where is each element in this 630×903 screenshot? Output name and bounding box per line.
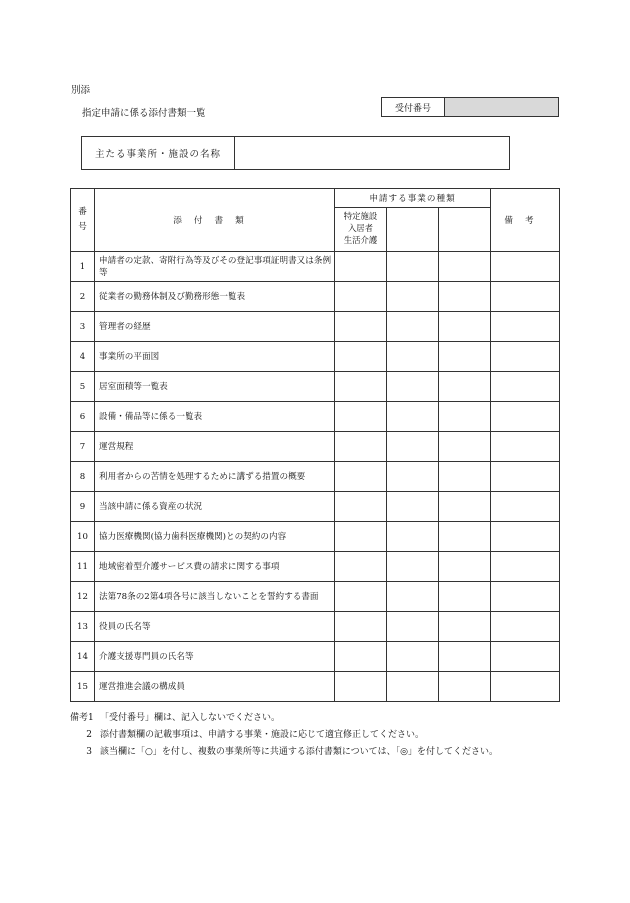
- row-remarks-cell[interactable]: [491, 282, 560, 312]
- reception-number-box: [381, 97, 559, 117]
- row-remarks-cell[interactable]: [491, 252, 560, 282]
- row-number: 4: [71, 342, 95, 372]
- row-check-cell[interactable]: [335, 402, 387, 432]
- row-number: 12: [71, 582, 95, 612]
- row-check-cell[interactable]: [335, 252, 387, 282]
- row-check-cell[interactable]: [439, 372, 491, 402]
- row-number: 9: [71, 492, 95, 522]
- row-check-cell[interactable]: [439, 582, 491, 612]
- row-check-cell[interactable]: [387, 252, 439, 282]
- table-row: [71, 612, 560, 642]
- row-document: 利用者からの苦情を処理するために講ずる措置の概要: [95, 462, 335, 492]
- row-number: 14: [71, 642, 95, 672]
- row-check-cell[interactable]: [439, 522, 491, 552]
- row-check-cell[interactable]: [335, 672, 387, 702]
- reception-number-label: 受付番号: [382, 98, 445, 116]
- row-remarks-cell[interactable]: [491, 552, 560, 582]
- row-check-cell[interactable]: [387, 372, 439, 402]
- row-check-cell[interactable]: [387, 432, 439, 462]
- row-number: 6: [71, 402, 95, 432]
- header-number-top: 番: [78, 207, 87, 217]
- table-row: [71, 312, 560, 342]
- row-check-cell[interactable]: [439, 462, 491, 492]
- row-check-cell[interactable]: [335, 522, 387, 552]
- row-number: 13: [71, 612, 95, 642]
- row-check-cell[interactable]: [439, 612, 491, 642]
- row-check-cell[interactable]: [439, 642, 491, 672]
- header-number: [71, 189, 95, 252]
- table-row: [71, 282, 560, 312]
- row-check-cell[interactable]: [387, 612, 439, 642]
- table-row: [71, 582, 560, 612]
- row-document: 運営規程: [95, 432, 335, 462]
- table-row: [71, 522, 560, 552]
- row-check-cell[interactable]: [439, 312, 491, 342]
- row-document: 事業所の平面図: [95, 342, 335, 372]
- header-remarks: 備考: [491, 189, 560, 252]
- row-check-cell[interactable]: [387, 282, 439, 312]
- row-check-cell[interactable]: [439, 282, 491, 312]
- row-remarks-cell[interactable]: [491, 612, 560, 642]
- row-document: 設備・備品等に係る一覧表: [95, 402, 335, 432]
- row-check-cell[interactable]: [335, 372, 387, 402]
- header-type-blank: [439, 208, 491, 252]
- row-document: 地域密着型介護サービス費の請求に関する事項: [95, 552, 335, 582]
- row-check-cell[interactable]: [387, 672, 439, 702]
- row-check-cell[interactable]: [439, 252, 491, 282]
- row-document: 介護支援専門員の氏名等: [95, 642, 335, 672]
- row-check-cell[interactable]: [335, 342, 387, 372]
- row-number: 11: [71, 552, 95, 582]
- table-row: [71, 492, 560, 522]
- row-check-cell[interactable]: [387, 642, 439, 672]
- row-document: 協力医療機関(協力歯科医療機関)との契約の内容: [95, 522, 335, 552]
- facility-name-box: [81, 136, 510, 170]
- row-check-cell[interactable]: [335, 642, 387, 672]
- table-row: [71, 462, 560, 492]
- row-check-cell[interactable]: [439, 402, 491, 432]
- table-row: [71, 552, 560, 582]
- row-check-cell[interactable]: [335, 432, 387, 462]
- row-remarks-cell[interactable]: [491, 582, 560, 612]
- row-document: 従業者の勤務体制及び勤務形態一覧表: [95, 282, 335, 312]
- note-text: 該当欄に「○」を付し、複数の事業所等に共通する添付書類については、「◎」を付してください。: [100, 747, 499, 757]
- type-line: 特定施設: [343, 211, 378, 221]
- row-remarks-cell[interactable]: [491, 342, 560, 372]
- row-document: 役員の氏名等: [95, 612, 335, 642]
- table-row: [71, 372, 560, 402]
- row-check-cell[interactable]: [387, 462, 439, 492]
- facility-name-label: 主たる事業所・施設の名称: [82, 137, 235, 169]
- row-document: 当該申請に係る資産の状況: [95, 492, 335, 522]
- note-item: [70, 744, 498, 761]
- document-title: 指定申請に係る添付書類一覧: [82, 108, 206, 119]
- table-row: [71, 432, 560, 462]
- notes-section: [70, 710, 498, 761]
- row-check-cell[interactable]: [439, 342, 491, 372]
- table-row: [71, 672, 560, 702]
- header-application-type: 申請する事業の種類: [335, 189, 491, 208]
- reception-number-field[interactable]: [445, 98, 558, 116]
- row-check-cell[interactable]: [387, 312, 439, 342]
- row-check-cell[interactable]: [335, 492, 387, 522]
- row-check-cell[interactable]: [387, 402, 439, 432]
- row-number: 1: [71, 252, 95, 282]
- table-row: [71, 252, 560, 282]
- row-check-cell[interactable]: [335, 282, 387, 312]
- row-check-cell[interactable]: [387, 582, 439, 612]
- header-type-blank: [387, 208, 439, 252]
- row-document: 居室面積等一覧表: [95, 372, 335, 402]
- row-check-cell[interactable]: [439, 672, 491, 702]
- row-document: 申請者の定款、寄附行為等及びその登記事項証明書又は条例等: [95, 252, 335, 282]
- note-number: 3: [86, 747, 92, 757]
- row-number: 7: [71, 432, 95, 462]
- row-check-cell[interactable]: [387, 522, 439, 552]
- row-check-cell[interactable]: [387, 552, 439, 582]
- row-check-cell[interactable]: [335, 462, 387, 492]
- row-remarks-cell[interactable]: [491, 642, 560, 672]
- row-remarks-cell[interactable]: [491, 432, 560, 462]
- row-remarks-cell[interactable]: [491, 402, 560, 432]
- facility-name-field[interactable]: [235, 137, 509, 169]
- table-row: [71, 402, 560, 432]
- row-number: 10: [71, 522, 95, 552]
- row-document: 運営推進会議の構成員: [95, 672, 335, 702]
- row-check-cell[interactable]: [439, 492, 491, 522]
- table-row: [71, 342, 560, 372]
- note-text: 「受付番号」欄は、記入しないでください。: [100, 713, 281, 723]
- attachment-label: 別添: [71, 85, 91, 96]
- note-item: [70, 710, 498, 727]
- row-number: 5: [71, 372, 95, 402]
- note-item: [70, 727, 498, 744]
- row-remarks-cell[interactable]: [491, 672, 560, 702]
- row-number: 2: [71, 282, 95, 312]
- row-document: 法第78条の2第4項各号に該当しないことを誓約する書面: [95, 582, 335, 612]
- note-number: 備考1: [70, 713, 94, 723]
- row-check-cell[interactable]: [335, 612, 387, 642]
- row-check-cell[interactable]: [439, 552, 491, 582]
- header-number-bottom: 号: [78, 222, 87, 232]
- note-number: 2: [86, 730, 92, 740]
- row-remarks-cell[interactable]: [491, 462, 560, 492]
- row-check-cell[interactable]: [335, 582, 387, 612]
- row-check-cell[interactable]: [335, 552, 387, 582]
- row-check-cell[interactable]: [387, 492, 439, 522]
- note-text: 添付書類欄の記載事項は、申請する事業・施設に応じて適宜修正してください。: [100, 730, 425, 740]
- row-remarks-cell[interactable]: [491, 372, 560, 402]
- row-remarks-cell[interactable]: [491, 522, 560, 552]
- row-number: 8: [71, 462, 95, 492]
- row-check-cell[interactable]: [335, 312, 387, 342]
- row-remarks-cell[interactable]: [491, 492, 560, 522]
- row-document: 管理者の経歴: [95, 312, 335, 342]
- row-number: 15: [71, 672, 95, 702]
- header-documents: 添付書類: [95, 189, 335, 252]
- type-line: 入居者: [347, 223, 374, 233]
- header-type-specified-facility: [335, 208, 387, 252]
- type-line: 生活介護: [343, 235, 378, 245]
- row-check-cell[interactable]: [387, 342, 439, 372]
- attachments-table: [70, 188, 560, 702]
- table-row: [71, 642, 560, 672]
- row-check-cell[interactable]: [439, 432, 491, 462]
- row-remarks-cell[interactable]: [491, 312, 560, 342]
- row-number: 3: [71, 312, 95, 342]
